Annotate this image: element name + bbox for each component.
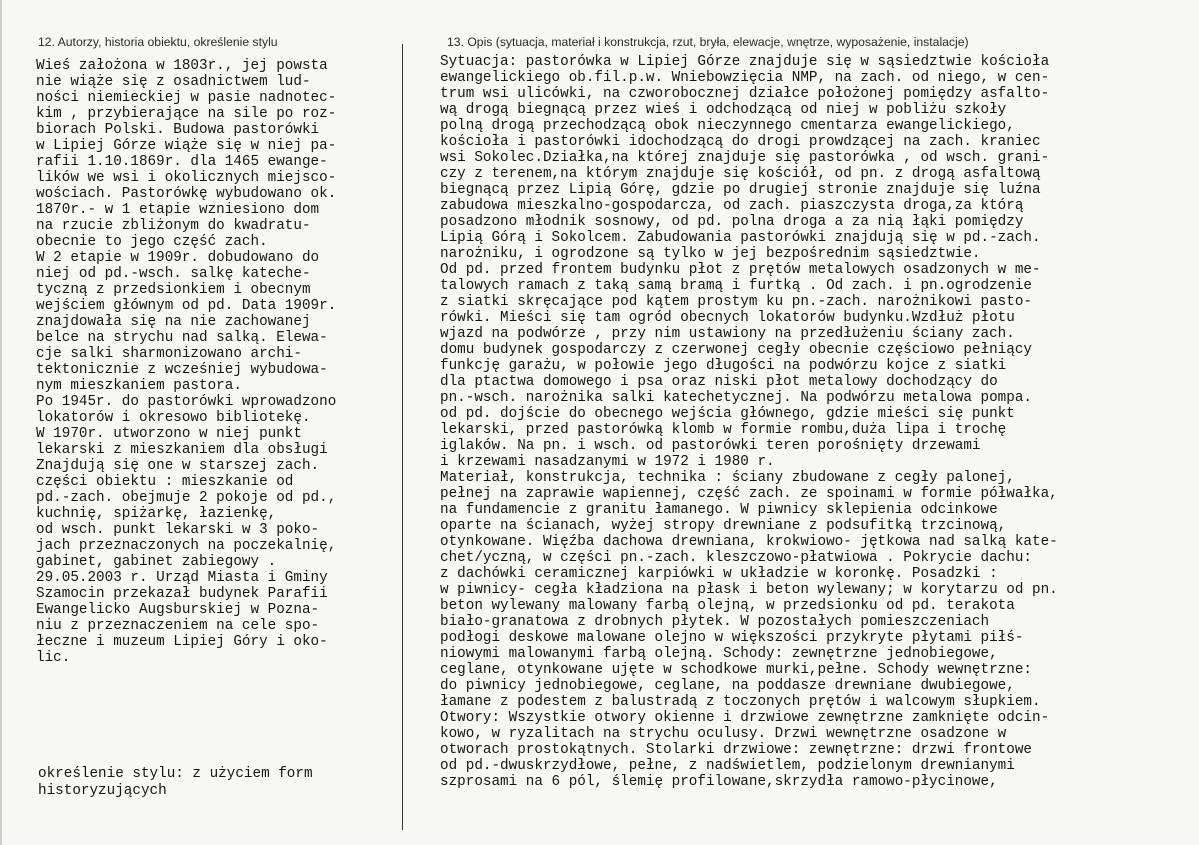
description-text-line: łamane z podestem z balustradą z toczonych prętów i walcowym słupkiem. xyxy=(440,694,1041,710)
description-text-line: funkcję garażu, w połowie jego długości na podwórzu kojce z siatki xyxy=(440,358,1007,374)
history-text-line: W 2 etapie w 1909r. dobudowano do xyxy=(36,250,320,266)
history-text-line: kuchnię, spiżarkę, łazienkę, xyxy=(36,506,277,522)
section-12-heading: 12. Autorzy, historia obiektu, określenie stylu xyxy=(38,35,278,49)
history-text-line: cje salki sharmonizowano archi- xyxy=(36,346,302,362)
description-text-line: posadzono młodnik sosnowy, od pd. polna droga a za nią łąki pomiędzy xyxy=(440,214,1024,230)
history-text-line: wejściem głównym od pd. Data 1909r. xyxy=(36,298,337,314)
description-text-line: od pd.-dwuskrzydłowe, pełne, z nadświetlem, podzielonym drewnianymi xyxy=(440,758,1015,774)
history-text-line: lic. xyxy=(36,650,71,666)
history-text-line: tyczną z przedsionkiem i obecnym xyxy=(36,282,311,298)
history-text-line: części obiektu : mieszkanie od xyxy=(36,474,294,490)
page-edge xyxy=(0,0,2,845)
description-text-line: z dachówki ceramicznej karpiówki w układzie w koronkę. Posadzki : xyxy=(440,566,998,582)
history-text-line: łeczne i muzeum Lipiej Góry i oko- xyxy=(36,634,328,650)
history-text-line: wościach. Pastorówkę wybudowano ok. xyxy=(36,186,337,202)
description-text-line: rówki. Mieści się tam ogród obecnych lokatorów budynku.Wzdłuż płotu xyxy=(440,310,1015,326)
history-text-line: 1870r.- w 1 etapie wzniesiono dom xyxy=(36,202,320,218)
history-text-line: nym mieszkaniem pastora. xyxy=(36,378,242,394)
description-text-column xyxy=(440,54,1162,790)
description-text-line: pn.-wsch. narożnika salki katechetycznej. Na podwórzu metalowa pompa. xyxy=(440,390,1032,406)
description-text-line: podłogi deskowe malowane olejno w większości przykryte płytami piłś- xyxy=(440,630,1024,646)
style-designation xyxy=(38,766,313,800)
description-text-line: ceglane, otynkowane ujęte w schodkowe murki,pełne. Schody wewnętrzne: xyxy=(440,662,1032,678)
description-text-line: beton wylewany malowany farbą olejną, w przedsionku od pd. terakota xyxy=(440,598,1015,614)
history-text-line: jach przeznaczonych na poczekalnię, xyxy=(36,538,337,554)
description-text-line: domu budynek gospodarczy z czerwonej cegły obecnie częściowo pełniący xyxy=(440,342,1032,358)
history-text-line: gabinet, gabinet zabiegowy . xyxy=(36,554,277,570)
description-text-line: kowo, w ryzalitach na strychu oculusy. Drzwi wewnętrzne osadzone w xyxy=(440,726,1007,742)
description-text-line: talowych ramach z taką samą bramą i furtką . Od zach. i pn.ogrodzenie xyxy=(440,278,1032,294)
description-text-line: biało-granatowa z drobnych płytek. W pozostałych pomieszczeniach xyxy=(440,614,990,630)
history-text-line: W 1970r. utworzono w niej punkt xyxy=(36,426,302,442)
history-text-line: nie wiąże się z osadnictwem lud- xyxy=(36,74,311,90)
style-text-line: określenie stylu: z użyciem form xyxy=(38,766,313,782)
description-text-line: kościoła i pastorówki idochodzącą do drogi prowdzącej na zach. kraniec xyxy=(440,134,1041,150)
history-text-line: niu z przeznaczeniem na cele spo- xyxy=(36,618,320,634)
history-text-column xyxy=(36,58,400,666)
description-text-line: chet/yczną, w części pn.-zach. kleszczowo-płatwiowa . Pokrycie dachu: xyxy=(440,550,1032,566)
description-text-line: biegnącą przez Lipią Górę, gdzie po drugiej stronie znajduje się luźna xyxy=(440,182,1041,198)
description-text-line: zabudowa mieszkalno-gospodarcza, od zach. piaszczysta droga,za którą xyxy=(440,198,1024,214)
history-text-line: belce na strychu nad salką. Elewa- xyxy=(36,330,328,346)
description-text-line: i krzewami nasadzanymi w 1972 i 1980 r. xyxy=(440,454,775,470)
description-text-line: trum wsi ulicówki, na czworobocznej działce położonej pomiędzy asfalto- xyxy=(440,86,1050,102)
description-text-line: pełnej na zaprawie wapiennej, część zach. ze spoinami w formie półwałka, xyxy=(440,486,1058,502)
history-text-line: rafii 1.10.1869r. dla 1465 ewange- xyxy=(36,154,328,170)
description-text-line: na fundamencie z granitu łamanego. W piwnicy sklepienia odcinkowe xyxy=(440,502,998,518)
history-text-line: od wsch. punkt lekarski w 3 poko- xyxy=(36,522,320,538)
description-text-line: otynkowane. Więźba dachowa drewniana, krokwiowo- jętkowa nad salką kate- xyxy=(440,534,1058,550)
description-text-line: oparte na ścianach, wyżej stropy drewniane z podsufitką trzcinową, xyxy=(440,518,1007,534)
description-text-line: lekarski, przed pastorówką klomb w formie rombu,duża lipa i trochę xyxy=(440,422,1007,438)
history-text-line: Ewangelicko Augsburskiej w Pozna- xyxy=(36,602,320,618)
description-text-line: do piwnicy jednobiegowe, ceglane, na poddasze drewniane dwubiegowe, xyxy=(440,678,1015,694)
description-text-line: z siatki skręcające pod kątem prostym ku pn.-zach. narożnikowi pasto- xyxy=(440,294,1032,310)
history-text-line: lokatorów i okresowo bibliotekę. xyxy=(36,410,311,426)
history-text-line: 29.05.2003 r. Urząd Miasta i Gminy xyxy=(36,570,328,586)
description-text-line: w piwnicy- cegła kładziona na płask i beton wylewany; w korytarzu od pn. xyxy=(440,582,1058,598)
history-text-line: lekarski z mieszkaniem dla obsługi xyxy=(36,442,328,458)
column-divider xyxy=(402,44,403,830)
history-text-line: ności niemieckiej w pasie nadnotec- xyxy=(36,90,337,106)
description-text-line: polną drogą przechodzącą obok nieczynnego cmentarza ewangelickiego, xyxy=(440,118,1015,134)
section-13-heading: 13. Opis (sytuacja, materiał i konstrukcja, rzut, bryła, elewacje, wnętrze, wyposażenie, instalacje) xyxy=(447,35,969,49)
history-text-line: kim , przybierające na sile po roz- xyxy=(36,106,337,122)
history-text-line: biorach Polski. Budowa pastorówki xyxy=(36,122,320,138)
description-text-line: Od pd. przed frontem budynku płot z prętów metalowych osadzonych w me- xyxy=(440,262,1041,278)
description-text-line: niowymi malowanymi farbą olejną. Schody: zewnętrzne jednobiegowe, xyxy=(440,646,998,662)
history-text-line: pd.-zach. obejmuje 2 pokoje od pd., xyxy=(36,490,337,506)
history-text-line: znajdowała się na nie zachowanej xyxy=(36,314,311,330)
description-text-line: iglaków. Na pn. i wsch. od pastorówki teren porośnięty drzewami xyxy=(440,438,981,454)
description-text-line: Materiał, konstrukcja, technika : ściany zbudowane z cegły palonej, xyxy=(440,470,1015,486)
description-text-line: Otwory: Wszystkie otwory okienne i drzwiowe zewnętrzne zamknięte odcin- xyxy=(440,710,1050,726)
description-text-line: dla ptactwa domowego i psa oraz niski płot metalowy dochodzący do xyxy=(440,374,998,390)
description-text-line: ewangelickiego ob.fil.p.w. Wniebowzięcia NMP, na zach. od niego, w cen- xyxy=(440,70,1050,86)
description-text-line: wjazd na podwórze , przy nim ustawiony na przedłużeniu ściany zach. xyxy=(440,326,1015,342)
history-text-line: w Lipiej Górze wiąże się w niej pa- xyxy=(36,138,337,154)
description-text-line: od pd. dojście do obecnego wejścia głównego, gdzie mieści się punkt xyxy=(440,406,1015,422)
history-text-line: na rzucie zbliżonym do kwadratu- xyxy=(36,218,311,234)
description-text-line: szprosami na 6 pól, ślemię profilowane,skrzydła ramowo-płycinowe, xyxy=(440,774,998,790)
description-text-line: czy z terenem,na którym znajduje się kościół, od pn. z drogą asfaltową xyxy=(440,166,1041,182)
history-text-line: niej od pd.-wsch. salkę kateche- xyxy=(36,266,311,282)
description-text-line: otworach prostokątnych. Stolarki drzwiowe: zewnętrzne: drzwi frontowe xyxy=(440,742,1032,758)
style-text-line: historyzujących xyxy=(38,783,167,799)
description-text-line: Sytuacja: pastorówka w Lipiej Górze znajduje się w sąsiedztwie kościoła xyxy=(440,54,1050,70)
description-text-line: narożniku, i ogrodzone są tylko w jej bezpośrednim sąsiedztwie. xyxy=(440,246,981,262)
history-text-line: lików we wsi i okolicznych miejsco- xyxy=(36,170,337,186)
history-text-line: Znajdują się one w starszej zach. xyxy=(36,458,320,474)
description-text-line: wą drogą biegnącą przez wieś i odchodzącą od niej w pobliżu szkoły xyxy=(440,102,1007,118)
history-text-line: Wieś założona w 1803r., jej powsta xyxy=(36,58,328,74)
description-text-line: Lipią Górą i Sokolcem. Zabudowania pastorówki znajdują się w pd.-zach. xyxy=(440,230,1041,246)
history-text-line: tektonicznie z wcześniej wybudowa- xyxy=(36,362,328,378)
history-text-line: obecnie to jego część zach. xyxy=(36,234,268,250)
history-text-line: Po 1945r. do pastorówki wprowadzono xyxy=(36,394,337,410)
history-text-line: Szamocin przekazał budynek Parafii xyxy=(36,586,328,602)
description-text-line: wsi Sokolec.Działka,na której znajduje się pastorówka , od wsch. grani- xyxy=(440,150,1050,166)
